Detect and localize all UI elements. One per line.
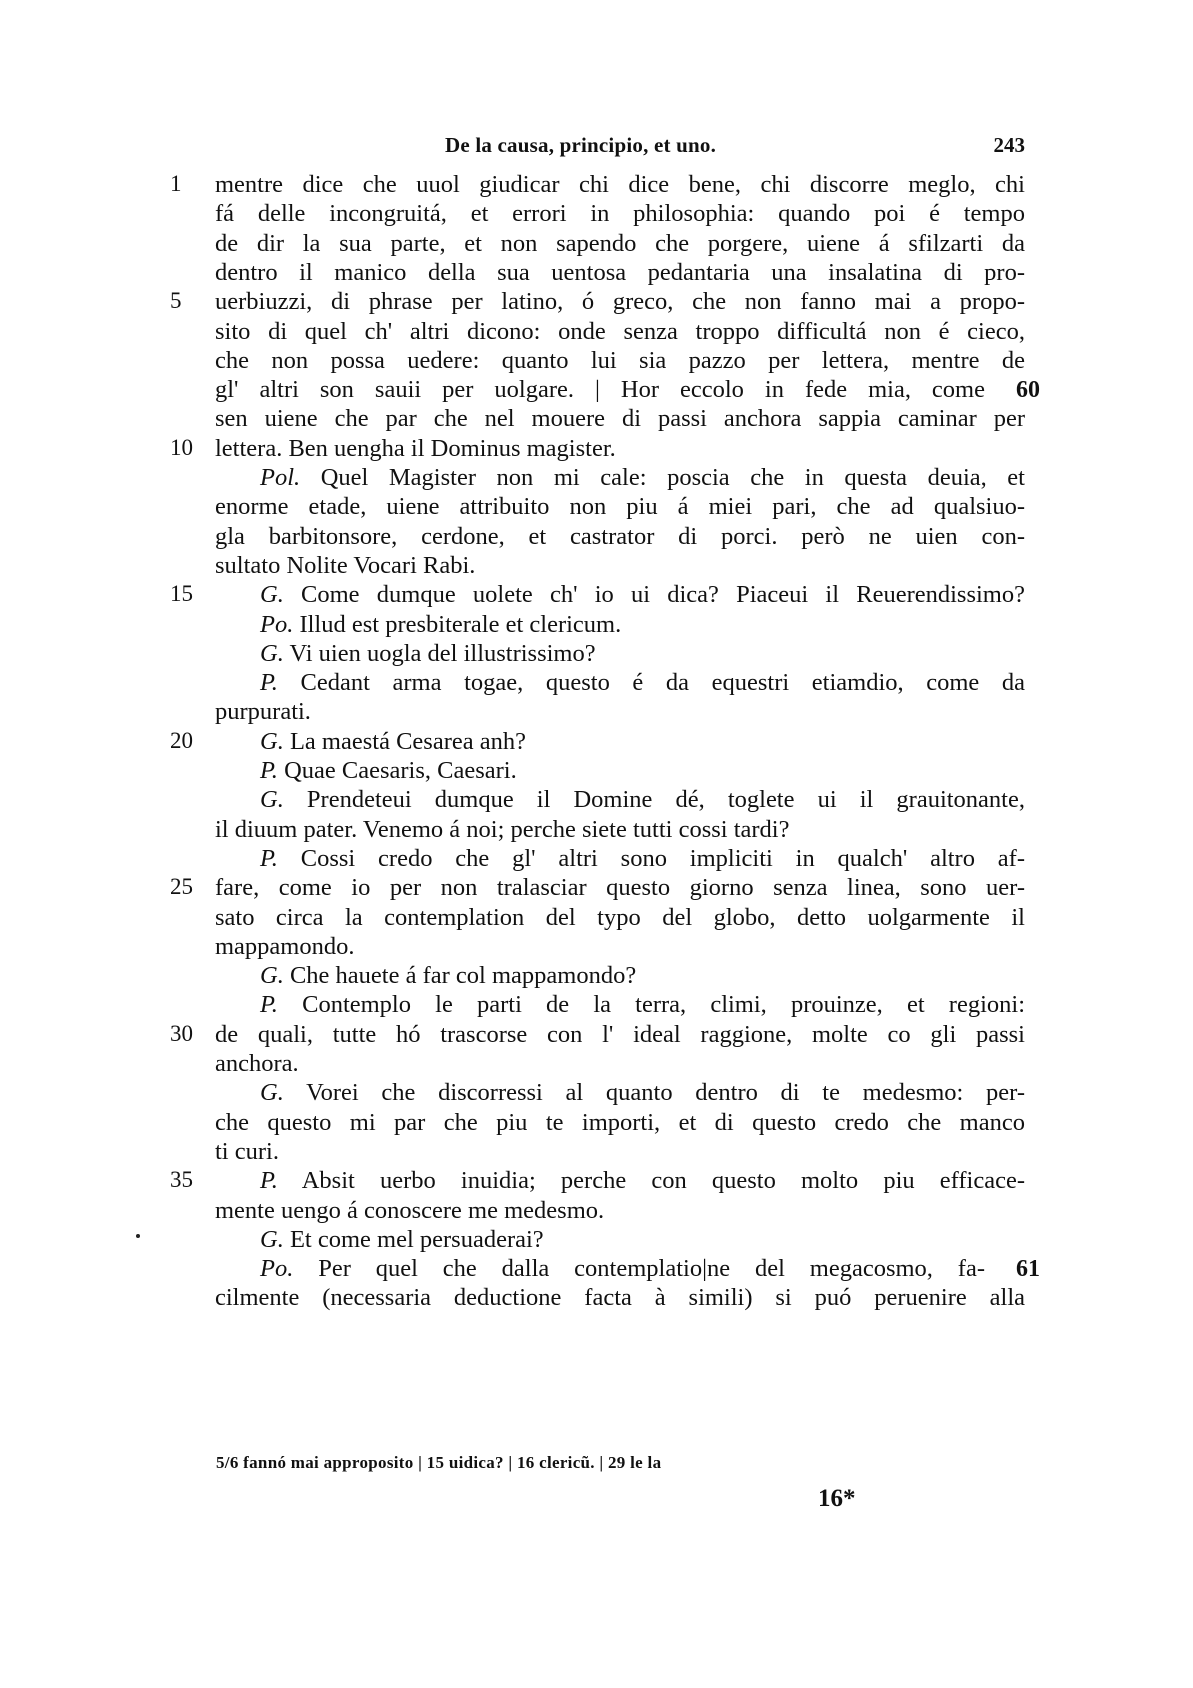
line-segment: dentro il manico della sua uentosa pedantaria una insalatina di pro- [215, 258, 1025, 286]
signature-mark: 16* [818, 1485, 856, 1512]
speaker-label: G. [260, 1225, 284, 1253]
line-segment: Absit uerbo inuidia; perche con questo molto piu efficace- [277, 1167, 1025, 1195]
line-number: 10 [170, 434, 193, 460]
line-segment: sen uiene che par che nel mouere di passi anchora sappia caminar per [215, 405, 1025, 433]
speaker-label: G. [260, 786, 284, 814]
line-number: 25 [170, 874, 193, 900]
line-segment: Che hauete á far col mappamondo? [283, 962, 637, 990]
line-number: 30 [170, 1020, 193, 1046]
line-segment: mente uengo á conoscere me medesmo. [215, 1196, 605, 1224]
line-number: 15 [170, 581, 193, 607]
line-segment: fare, come io per non tralasciar questo giorno senza linea, sono uer- [215, 874, 1025, 902]
speaker-label: P. [260, 1167, 278, 1195]
line-segment: il diuum pater. Venemo á noi; perche siete tutti cossi tardi? [215, 815, 790, 843]
line-segment: che non possa uedere: quanto lui sia pazzo per lettera, mentre de [215, 346, 1025, 374]
line-number: 35 [170, 1167, 193, 1193]
speaker-label: P. [260, 991, 278, 1019]
speaker-label: Po. [260, 1255, 294, 1283]
line-number: 5 [170, 288, 182, 314]
speaker-label: G. [260, 962, 284, 990]
critical-apparatus: 5/6 fannó mai approposito | 15 uidica? | 16 clericũ. | 29 le la [216, 1453, 662, 1472]
speaker-label: G. [260, 727, 284, 755]
speaker-label: P. [260, 669, 278, 697]
line-segment: mentre dice che uuol giudicar chi dice bene, chi discorre meglo, chi [215, 171, 1025, 198]
line-segment: sito di quel ch' altri dicono: onde senza troppo difficultá non é cieco, [215, 317, 1025, 345]
line-segment: mappamondo. [215, 932, 355, 960]
line-segment: de dir la sua parte, et non sapendo che porgere, uiene á sfilzarti da [215, 229, 1025, 257]
line-segment: La maestá Cesarea anh? [283, 727, 526, 755]
line-segment: Contemplo le parti de la terra, climi, prouinze, et regioni: [277, 991, 1025, 1019]
line-segment: de quali, tutte hó trascorse con l' ideal raggione, molte co gli passi [215, 1020, 1025, 1048]
speaker-label: P. [260, 757, 278, 784]
line-segment: Vi uien uogla del illustrissimo? [283, 639, 596, 667]
margin-page-ref: 60 [1016, 377, 1040, 404]
line-segment: ti curi. [215, 1137, 279, 1165]
line-segment: Cedant arma togae, questo é da equestri etiamdio, come da [277, 669, 1025, 697]
line-segment: fá delle incongruitá, et errori in philosophia: quando poi é tempo [215, 200, 1025, 228]
line-segment: purpurati. [215, 698, 311, 726]
speaker-label: P. [260, 844, 278, 872]
speaker-label: G. [260, 639, 284, 667]
line-segment: Et come mel persuaderai? [283, 1225, 544, 1253]
line-segment: enorme etade, uiene attribuito non piu á miei pari, che ad qualsiuo- [215, 493, 1025, 521]
ink-speck [136, 1234, 140, 1238]
line-segment: Per quel che dalla contemplatio|ne del megacosmo, fa- [293, 1255, 985, 1283]
line-segment: Vorei che discorressi al quanto dentro di te medesmo: per- [283, 1079, 1025, 1107]
speaker-label: G. [260, 1079, 284, 1107]
line-segment: che questo mi par che piu te importi, et di questo credo che manco [215, 1108, 1025, 1136]
line-segment: gl' altri son sauii per uolgare. | Hor eccolo in fede mia, come [215, 376, 985, 404]
line-segment: sato circa la contemplation del typo del globo, detto uolgarmente il [215, 903, 1025, 931]
speaker-label: G. [260, 581, 284, 609]
speaker-label: Po. [260, 610, 294, 638]
line-segment: Illud est presbiterale et clericum. [293, 610, 622, 638]
line-number: 20 [170, 727, 193, 753]
line-number: 1 [170, 171, 182, 196]
page-number: 243 [993, 133, 1025, 157]
line-segment: lettera. Ben uengha il Dominus magister. [215, 434, 616, 462]
line-segment: uerbiuzzi, di phrase per latino, ó greco, che non fanno mai a propo- [215, 288, 1025, 316]
speaker-label: Pol. [260, 464, 301, 491]
line-segment: sultato Nolite Vocari Rabi. [215, 551, 476, 579]
line-text [215, 1281, 1025, 1315]
line-segment: Come dumque uolete ch' io ui dica? Piaceui il Reuerendissimo? [283, 581, 1025, 609]
line-segment: anchora. [215, 1050, 299, 1077]
line-segment: Prendeteui dumque il Domine dé, toglete ui il grauitonante, [283, 786, 1025, 814]
text-line [0, 1281, 1193, 1315]
margin-page-ref: 61 [1016, 1256, 1040, 1283]
line-segment: Quae Caesaris, Caesari. [277, 757, 517, 784]
line-segment: gla barbitonsore, cerdone, et castrator di porci. però ne uien con- [215, 522, 1025, 550]
line-segment: cilmente (necessaria deductione facta à simili) si puó peruenire alla [215, 1284, 1025, 1312]
line-segment: Cossi credo che gl' altri sono impliciti in qualch' altro af- [277, 844, 1025, 872]
running-header [215, 133, 1025, 163]
running-title: De la causa, principio, et uno. [445, 133, 717, 157]
line-segment: Quel Magister non mi cale: poscia che in questa deuia, et [300, 464, 1025, 491]
